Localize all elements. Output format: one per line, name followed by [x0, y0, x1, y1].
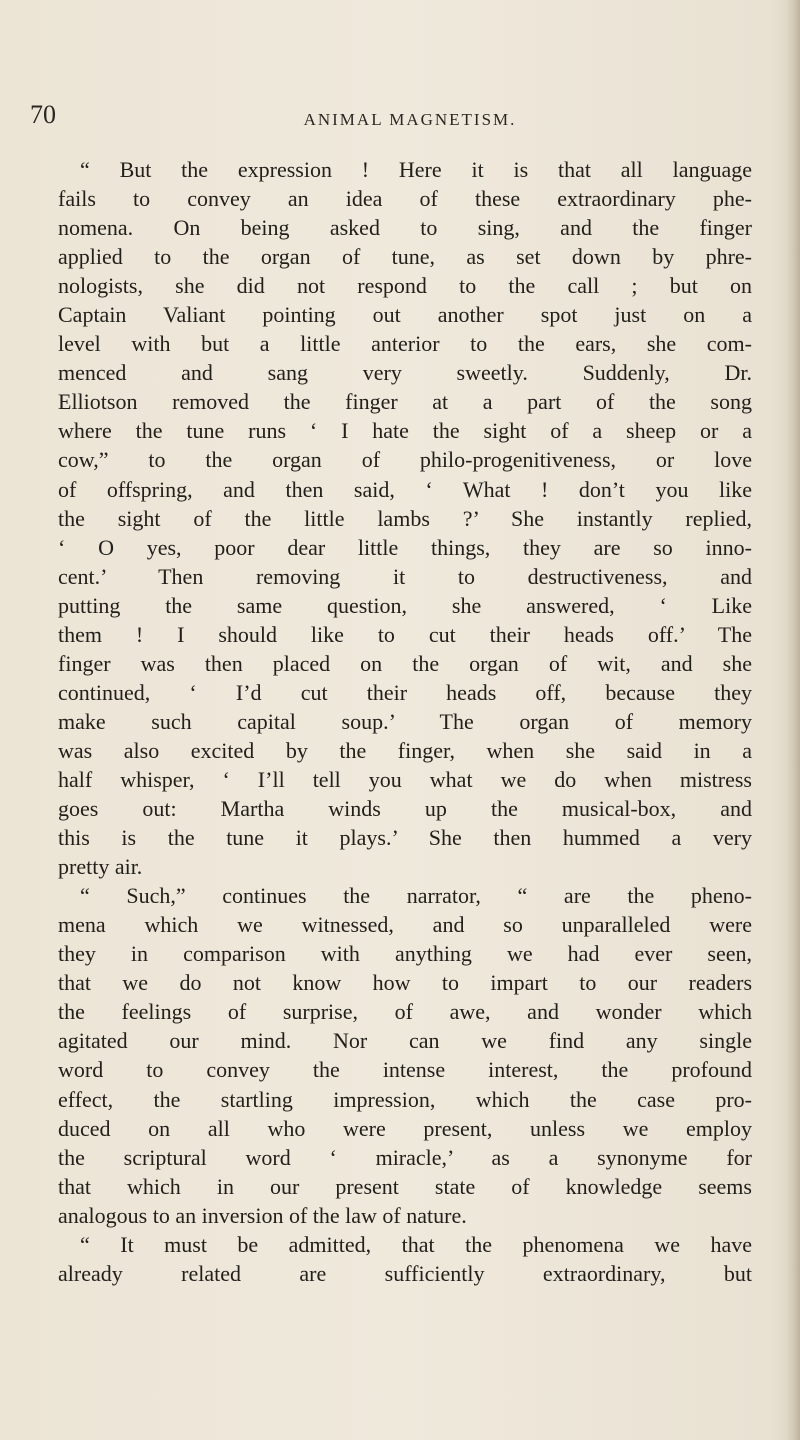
text-line: ‘ O yes, poor dear little things, they are so inno- — [58, 534, 752, 560]
text-line: that we do not know how to impart to our readers — [58, 970, 752, 996]
text-line: the feelings of surprise, of awe, and wonder which — [58, 999, 752, 1025]
text-line: “ But the expression ! Here it is that all language — [80, 157, 752, 182]
text-line: this is the tune it plays.’ She then hummed a very — [58, 825, 752, 851]
text-line: “ It must be admitted, that the phenomena we have — [80, 1231, 752, 1257]
text-line: where the tune runs ‘ I hate the sight of a sheep or a — [58, 418, 752, 444]
text-line: level with but a little anterior to the ears, she com- — [58, 331, 752, 357]
text-line: nomena. On being asked to sing, and the finger — [58, 215, 752, 241]
text-line: effect, the startling impression, which the case pro- — [58, 1086, 752, 1112]
running-title: ANIMAL MAGNETISM. — [303, 110, 517, 129]
text-line: fails to convey an idea of these extraordinary phe- — [58, 186, 752, 212]
text-line: goes out: Martha winds up the musical-box, and — [58, 796, 752, 822]
text-line: cow,” to the organ of philo-progenitiveness, or love — [58, 447, 752, 473]
text-line: already related are sufficiently extraordinary, but — [58, 1260, 752, 1286]
text-line: applied to the organ of tune, as set down by phre- — [58, 244, 752, 270]
text-line: the scriptural word ‘ miracle,’ as a synonyme for — [58, 1144, 752, 1170]
text-line: word to convey the intense interest, the profound — [58, 1057, 752, 1083]
page-number: 70 — [30, 100, 56, 129]
text-line: half whisper, ‘ I’ll tell you what we do when mistress — [58, 766, 752, 792]
body-text — [58, 155, 752, 1288]
text-line: Captain Valiant pointing out another spot just on a — [58, 302, 752, 328]
text-line: cent.’ Then removing it to destructiveness, and — [58, 563, 752, 589]
text-line: them ! I should like to cut their heads off.’ The — [58, 621, 752, 647]
text-line: they in comparison with anything we had ever seen, — [58, 941, 752, 967]
text-line: duced on all who were present, unless we employ — [58, 1115, 752, 1141]
text-line: nologists, she did not respond to the call ; but on — [58, 273, 752, 299]
text-line: mena which we witnessed, and so unparalleled were — [58, 912, 752, 938]
text-line: the sight of the little lambs ?’ She instantly replied, — [58, 505, 752, 531]
text-line: that which in our present state of knowledge seems — [58, 1173, 752, 1199]
text-line: pretty air. — [58, 854, 143, 880]
text-line: analogous to an inversion of the law of nature. — [58, 1202, 467, 1228]
text-line: menced and sang very sweetly. Suddenly, Dr. — [58, 360, 752, 386]
text-line: finger was then placed on the organ of wit, and she — [58, 650, 752, 676]
text-line: make such capital soup.’ The organ of memory — [58, 708, 752, 734]
text-line: of offspring, and then said, ‘ What ! don’t you like — [58, 476, 752, 502]
text-line: “ Such,” continues the narrator, “ are the pheno- — [80, 883, 752, 909]
text-line: agitated our mind. Nor can we find any single — [58, 1028, 752, 1054]
page-edge-shadow — [786, 0, 800, 1440]
text-line: Elliotson removed the finger at a part of the song — [58, 389, 752, 415]
text-line: continued, ‘ I’d cut their heads off, because they — [58, 679, 752, 705]
text-line: was also excited by the finger, when she said in a — [58, 737, 752, 763]
text-line: putting the same question, she answered, ‘ Like — [58, 592, 752, 618]
